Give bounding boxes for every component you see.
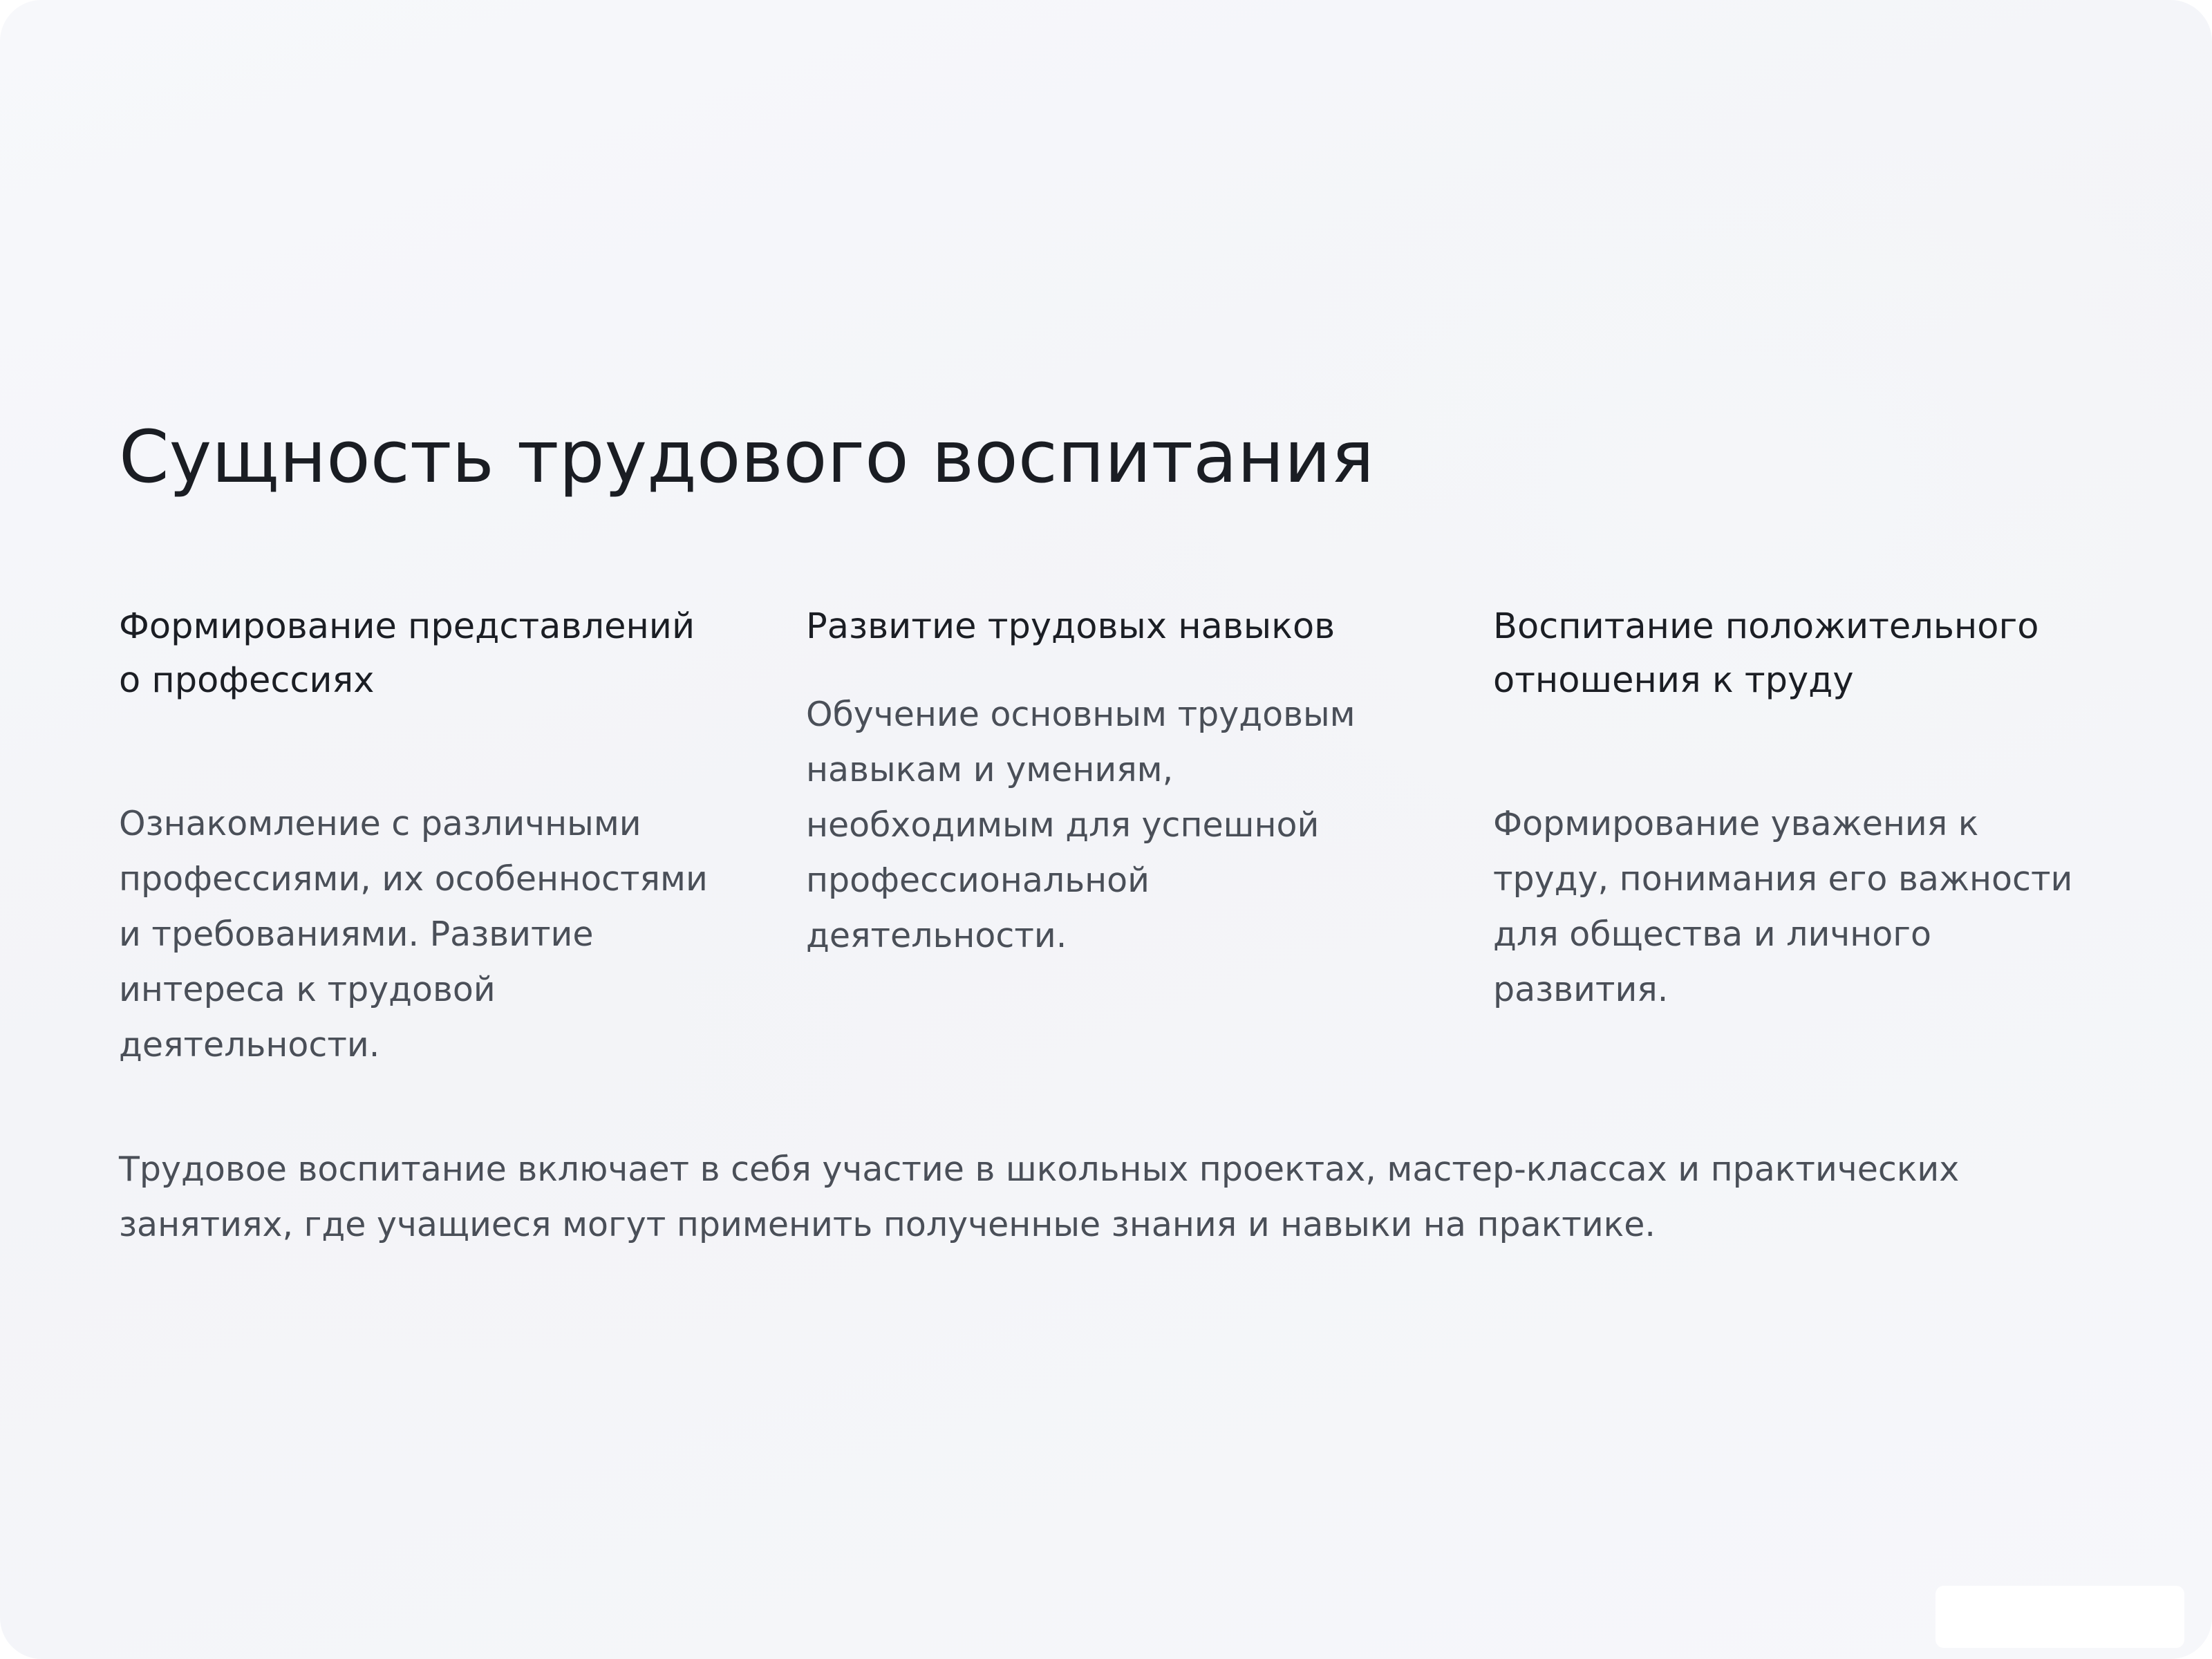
footer-paragraph: Трудовое воспитание включает в себя участие в школьных проектах, мастер-классах и практических занятиях, где учащиеся могут применить полученные знания и навыки на практике. xyxy=(119,1150,1960,1244)
column-body: Ознакомление с различными профессиями, их особенностями и требованиями. Развитие интереса к трудовой деятельности. xyxy=(119,804,708,1065)
column-skills xyxy=(806,600,1414,964)
column-heading: Формирование представлений о профессиях xyxy=(119,606,695,701)
column-heading: Развитие трудовых навыков xyxy=(806,606,1335,647)
corner-patch xyxy=(1936,1586,2184,1648)
column-body: Обучение основным трудовым навыкам и умениям, необходимым для успешной профессиональной деятельности. xyxy=(806,695,1356,955)
column-heading: Воспитание положительного отношения к труду xyxy=(1493,606,2039,701)
slide-title: Сущность трудового воспитания xyxy=(119,415,1374,499)
column-professions xyxy=(119,600,727,1073)
column-attitude xyxy=(1493,600,2101,1018)
column-body: Формирование уважения к труду, понимания его важности для общества и личного развития. xyxy=(1493,804,2073,1009)
